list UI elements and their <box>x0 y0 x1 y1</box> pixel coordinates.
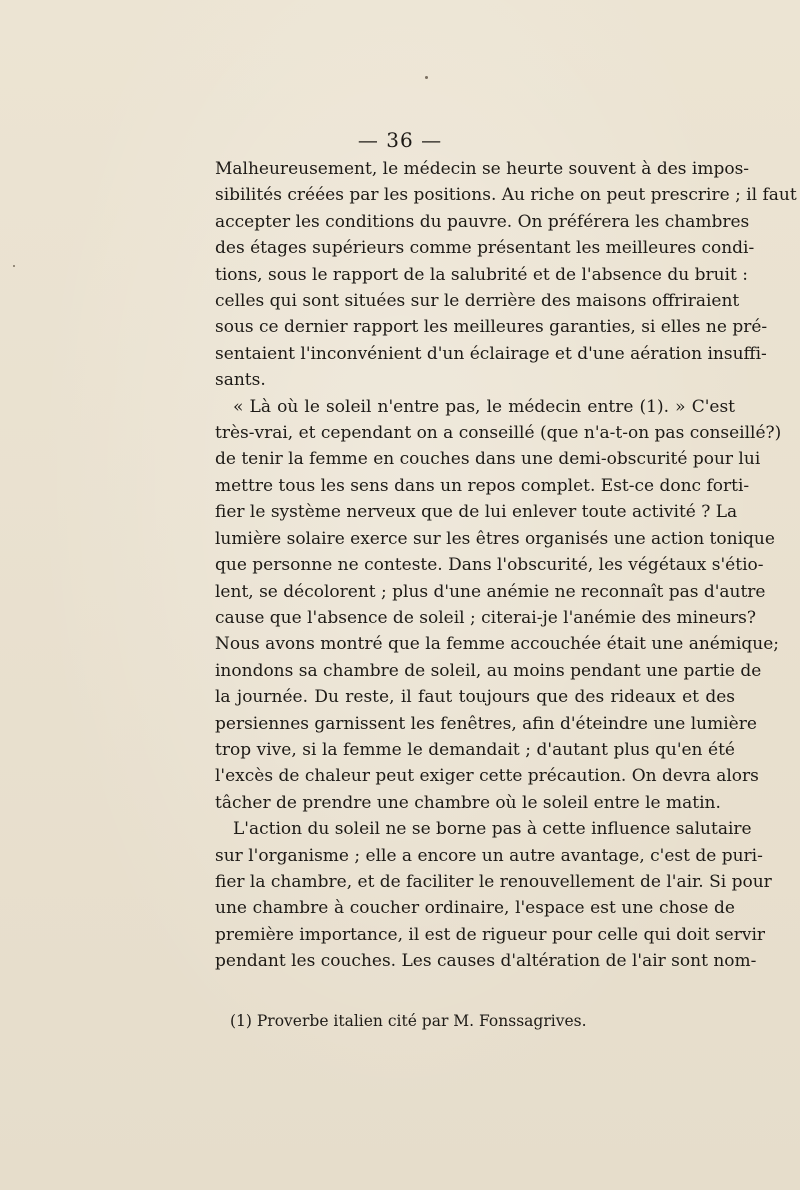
text-line: inondons sa chambre de soleil, au moins pendant une partie de <box>215 660 762 681</box>
text-line: sentaient l'inconvénient d'un éclairage et d'une aération insuffi- <box>215 343 767 364</box>
text-line: fier la chambre, et de faciliter le renouvellement de l'air. Si pour <box>215 871 772 892</box>
paper-speck <box>425 76 428 79</box>
text-line: des étages supérieurs comme présentant les meilleures condi- <box>215 238 755 259</box>
text-line: « Là où le soleil n'entre pas, le médecin entre (1). » C'est <box>233 396 735 417</box>
text-line: sants. <box>215 370 266 391</box>
text-line: celles qui sont situées sur le derrière des maisons offriraient <box>215 291 740 312</box>
footnote: (1) Proverbe italien cité par M. Fonssagrives. <box>230 1012 587 1030</box>
paper-speck <box>13 265 15 267</box>
text-line: sibilités créées par les positions. Au riche on peut prescrire ; il faut <box>215 185 797 206</box>
text-line: pendant les couches. Les causes d'altération de l'air sont nom- <box>215 951 757 972</box>
paragraph <box>215 394 782 817</box>
text-line: trop vive, si la femme le demandait ; d'autant plus qu'en été <box>215 739 735 760</box>
text-line: persiennes garnissent les fenêtres, afin d'éteindre une lumière <box>215 713 757 734</box>
text-line: de tenir la femme en couches dans une demi-obscurité pour lui <box>215 449 761 470</box>
text-line: que personne ne conteste. Dans l'obscurité, les végétaux s'étio- <box>215 555 764 576</box>
paragraph <box>215 156 797 394</box>
text-line: l'excès de chaleur peut exiger cette précaution. On devra alors <box>215 766 759 787</box>
page-number: — 36 — <box>357 128 443 152</box>
text-line: sur l'organisme ; elle a encore un autre avantage, c'est de puri- <box>215 845 763 866</box>
text-line: tions, sous le rapport de la salubrité et de l'absence du bruit : <box>215 264 748 285</box>
text-line: accepter les conditions du pauvre. On préférera les chambres <box>215 211 750 232</box>
body-text <box>215 156 797 975</box>
text-line: Malheureusement, le médecin se heurte souvent à des impos- <box>215 159 750 179</box>
text-line: cause que l'absence de soleil ; citerai-je l'anémie des mineurs? <box>215 607 757 628</box>
text-line: la journée. Du reste, il faut toujours que des rideaux et des <box>215 687 735 708</box>
text-line: sous ce dernier rapport les meilleures garanties, si elles ne pré- <box>215 317 768 338</box>
text-line: une chambre à coucher ordinaire, l'espace est une chose de <box>215 898 735 919</box>
text-line: lumière solaire exerce sur les êtres organisés une action tonique <box>215 528 775 549</box>
text-line: L'action du soleil ne se borne pas à cette influence salutaire <box>233 819 752 840</box>
paragraph <box>215 816 772 974</box>
text-line: tâcher de prendre une chambre où le soleil entre le matin. <box>215 792 721 813</box>
text-line: première importance, il est de rigueur pour celle qui doit servir <box>215 924 766 945</box>
text-line: lent, se décolorent ; plus d'une anémie ne reconnaît pas d'autre <box>215 581 766 602</box>
text-line: Nous avons montré que la femme accouchée était une anémique; <box>215 634 780 655</box>
text-line: mettre tous les sens dans un repos complet. Est-ce donc forti- <box>215 475 750 496</box>
text-line: fier le système nerveux que de lui enlever toute activité ? La <box>215 502 738 523</box>
text-line: très-vrai, et cependant on a conseillé (que n'a-t-on pas conseillé?) <box>215 423 782 444</box>
